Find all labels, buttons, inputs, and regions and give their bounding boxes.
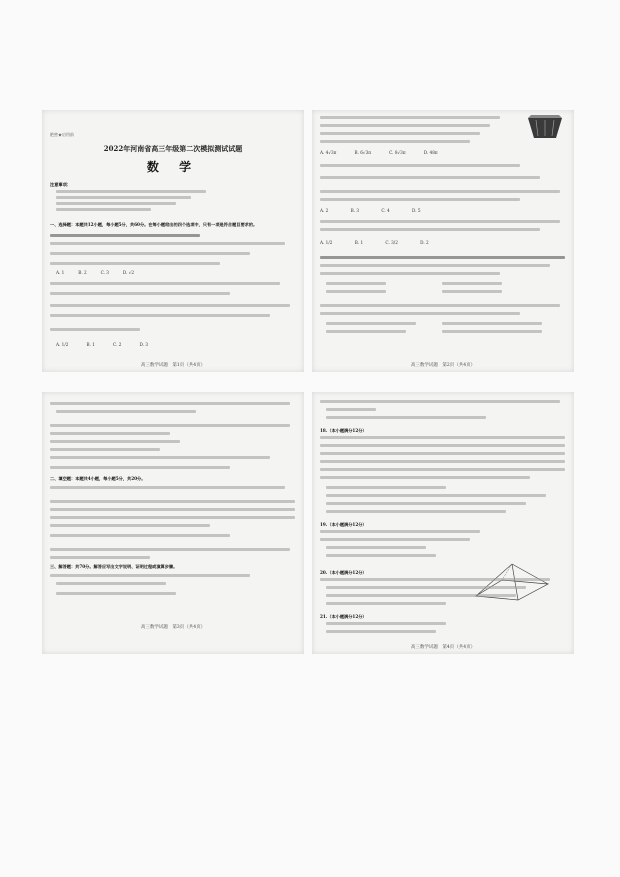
question-line	[320, 436, 565, 439]
question-line	[50, 234, 200, 237]
option: B. 3	[350, 208, 360, 213]
option: A. 4√3π	[320, 150, 337, 155]
question-line	[50, 304, 290, 307]
option: C. 3/2	[385, 240, 398, 245]
question-line	[56, 410, 196, 413]
question-line	[50, 432, 170, 435]
question-line	[50, 292, 230, 295]
question-line	[320, 468, 565, 471]
question-line	[50, 282, 280, 285]
q6-options	[56, 342, 296, 347]
q7-options	[320, 150, 566, 155]
section-1-heading: 一、选择题：本题共12小题，每小题5分，共60分。在每小题给出的四个选项中，只有一项是符合题目要求的。	[50, 222, 258, 227]
question-line	[326, 546, 426, 549]
option: B. 2	[78, 270, 87, 275]
question-line	[50, 548, 290, 551]
question-line	[50, 516, 295, 519]
question-line	[326, 586, 526, 589]
question-line	[326, 408, 376, 411]
page-footer: 高三数学试题 第3页（共4页）	[140, 625, 206, 630]
question-line	[320, 264, 550, 267]
basket-figure	[526, 112, 564, 142]
option-line	[326, 290, 386, 293]
option-line	[326, 330, 406, 333]
question-line	[50, 402, 290, 405]
question-line	[326, 416, 486, 419]
question-line	[326, 494, 546, 497]
option: D. 5	[412, 208, 421, 213]
option: B. 6√3π	[354, 150, 372, 155]
question-line	[50, 440, 180, 443]
option: D. √2	[122, 270, 135, 275]
question-line	[320, 176, 540, 179]
q3-options	[56, 270, 296, 275]
question-line	[320, 190, 560, 193]
question-line	[50, 252, 250, 255]
question-line	[56, 592, 176, 595]
option-line	[442, 330, 542, 333]
question-line	[320, 164, 520, 167]
question-line	[50, 456, 270, 459]
question-line	[320, 132, 480, 135]
question-line	[50, 328, 140, 331]
question-line	[50, 534, 230, 537]
q10-options	[320, 240, 566, 245]
question-line	[320, 116, 500, 119]
question-line	[320, 140, 470, 143]
question-line	[50, 508, 295, 511]
question-line	[320, 304, 560, 307]
question-line	[50, 262, 220, 265]
question-line	[326, 510, 506, 513]
page-footer: 高三数学试题 第2页（共4页）	[410, 363, 476, 368]
question-line	[50, 466, 230, 469]
subject-title: 数 学	[146, 160, 200, 174]
instruction-line	[56, 196, 191, 199]
question-line	[320, 460, 565, 463]
q20-heading: 20.（本小题满分12分）	[320, 570, 367, 575]
option-line	[326, 322, 416, 325]
question-line	[326, 622, 446, 625]
question-line	[320, 444, 565, 447]
question-line	[50, 524, 210, 527]
section-2-heading: 二、填空题：本题共4小题，每小题5分，共20分。	[50, 476, 146, 481]
option: D. 48π	[423, 150, 438, 155]
instruction-line	[56, 190, 206, 193]
question-line	[56, 582, 166, 585]
question-line	[320, 272, 500, 275]
q9-options	[320, 208, 566, 213]
question-line	[320, 452, 565, 455]
question-line	[326, 502, 526, 505]
question-line	[320, 220, 560, 223]
exam-title: 2022年河南省高三年级第二次模拟测试试题	[103, 144, 243, 153]
question-line	[50, 500, 295, 503]
question-line	[320, 400, 560, 403]
question-line	[320, 530, 480, 533]
option: D. 2	[420, 240, 429, 245]
q19-heading: 19.（本小题满分12分）	[320, 522, 367, 527]
instruction-line	[56, 202, 176, 205]
exam-page-1	[42, 110, 304, 372]
question-line	[50, 556, 150, 559]
question-line	[326, 486, 446, 489]
page-footer: 高三数学试题 第4页（共4页）	[410, 645, 476, 650]
option: A. 1/2	[56, 342, 69, 347]
instruction-line	[56, 208, 151, 211]
question-line	[320, 228, 540, 231]
option: A. 1/2	[320, 240, 333, 245]
option: A. 2	[320, 208, 329, 213]
question-line	[320, 124, 490, 127]
option-line	[442, 322, 542, 325]
question-line	[326, 594, 516, 597]
question-line	[50, 448, 160, 451]
pyramid-figure	[472, 562, 552, 604]
exam-page-3	[42, 392, 304, 654]
header-left: 绝密★启用前	[50, 132, 74, 137]
q21-heading: 21.（本小题满分12分）	[320, 614, 367, 619]
option: B. 1	[354, 240, 364, 245]
question-line	[326, 554, 436, 557]
question-line	[50, 424, 290, 427]
question-line	[320, 578, 550, 581]
q18-heading: 18.（本小题满分12分）	[320, 428, 367, 433]
question-line	[50, 242, 285, 245]
question-line	[320, 198, 520, 201]
option: D. 3	[139, 342, 149, 347]
question-line	[50, 486, 285, 489]
exam-page-4	[312, 392, 574, 654]
section-3-heading: 三、解答题：共70分。解答应写出文字说明、证明过程或演算步骤。	[50, 564, 178, 569]
exam-page-2	[312, 110, 574, 372]
question-line	[320, 256, 565, 259]
option-line	[442, 290, 502, 293]
option: C. 2	[113, 342, 122, 347]
question-line	[326, 602, 446, 605]
question-line	[320, 538, 470, 541]
question-line	[50, 574, 250, 577]
question-line	[326, 630, 436, 633]
option: C. 3	[100, 270, 109, 275]
page-footer: 高三数学试题 第1页（共4页）	[140, 363, 206, 368]
option-line	[326, 282, 386, 285]
option: C. 8√3π	[389, 150, 406, 155]
option: B. 1	[86, 342, 95, 347]
option-line	[442, 282, 502, 285]
instructions-heading: 注意事项：	[50, 182, 71, 187]
question-line	[320, 476, 530, 479]
option: A. 1	[56, 270, 65, 275]
option: C. 4	[381, 208, 390, 213]
question-line	[50, 314, 270, 317]
question-line	[320, 312, 520, 315]
